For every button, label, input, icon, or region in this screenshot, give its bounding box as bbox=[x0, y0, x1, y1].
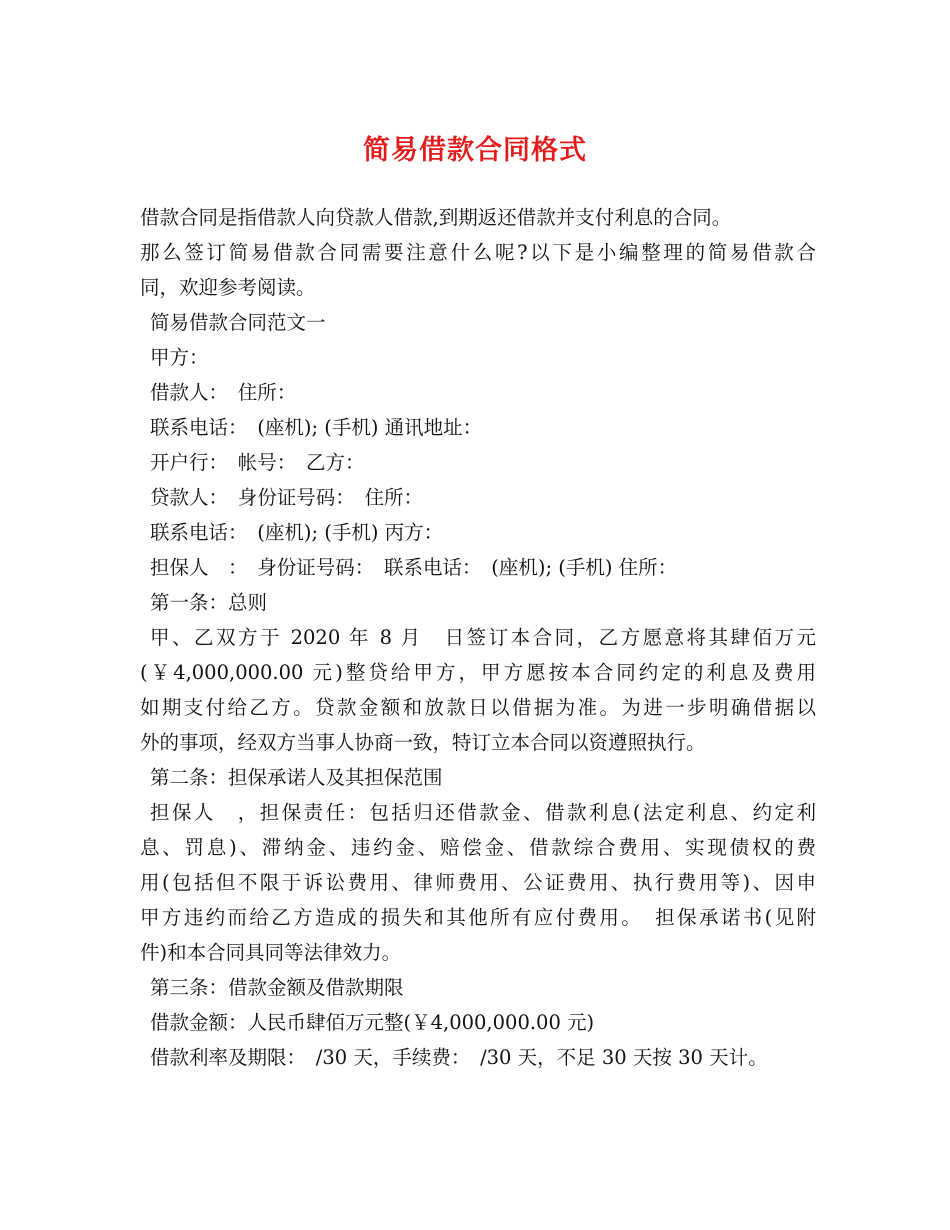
document-body bbox=[140, 200, 816, 1075]
paragraph-line: 件)和本合同具同等法律效力。 bbox=[140, 941, 402, 964]
paragraph-line: 担保人 ，担保责任：包括归还借款金、借款利息(法定利息、约定利 bbox=[150, 801, 816, 824]
article-heading: 第三条：借款金额及借款期限 bbox=[150, 976, 404, 999]
paragraph-line: 外的事项，经双方当事人协商一致，特订立本合同以资遵照执行。 bbox=[140, 731, 706, 754]
paragraph-line: 如期支付给乙方。贷款金额和放款日以借据为准。为进一步明确借据以 bbox=[140, 696, 816, 719]
article-heading: 第一条：总则 bbox=[150, 591, 268, 614]
party-line: 借款人： 住所： bbox=[150, 381, 297, 404]
paragraph-line: 借款合同是指借款人向贷款人借款,到期返还借款并支付利息的合同。 bbox=[140, 206, 732, 229]
party-line: 开户行： 帐号： 乙方： bbox=[150, 451, 365, 474]
paragraph-line: (￥4,000,000.00 元)整贷给甲方，甲方愿按本合同约定的利息及费用 bbox=[140, 661, 816, 684]
paragraph-line: 用(包括但不限于诉讼费用、律师费用、公证费用、执行费用等)、因申 bbox=[140, 871, 816, 894]
party-line: 贷款人： 身份证号码： 住所： bbox=[150, 486, 424, 509]
party-line: 联系电话： (座机); (手机) 通讯地址： bbox=[150, 416, 483, 439]
party-line: 联系电话： (座机); (手机) 丙方： bbox=[150, 521, 444, 544]
article-heading: 第二条：担保承诺人及其担保范围 bbox=[150, 766, 443, 789]
party-line: 担保人 ： 身份证号码： 联系电话： (座机); (手机) 住所： bbox=[150, 556, 678, 579]
paragraph-line: 借款金额：人民币肆佰万元整(￥4,000,000.00 元) bbox=[150, 1011, 595, 1034]
paragraph-line: 息、罚息)、滞纳金、违约金、赔偿金、借款综合费用、实现债权的费 bbox=[140, 836, 816, 859]
document-title: 简易借款合同格式 bbox=[363, 135, 587, 166]
paragraph-line: 那么签订简易借款合同需要注意什么呢?以下是小编整理的简易借款合 bbox=[140, 241, 816, 264]
party-line: 甲方： bbox=[150, 346, 209, 369]
paragraph-line: 同，欢迎参考阅读。 bbox=[140, 276, 316, 299]
section-heading: 简易借款合同范文一 bbox=[150, 311, 326, 334]
paragraph-line: 甲方违约而给乙方造成的损失和其他所有应付费用。 担保承诺书(见附 bbox=[140, 906, 816, 929]
paragraph-line: 甲、乙双方于 2020 年 8 月 日签订本合同，乙方愿意将其肆佰万元 bbox=[150, 626, 816, 649]
paragraph-line: 借款利率及期限： /30 天，手续费： /30 天，不足 30 天按 30 天计。 bbox=[150, 1046, 768, 1069]
